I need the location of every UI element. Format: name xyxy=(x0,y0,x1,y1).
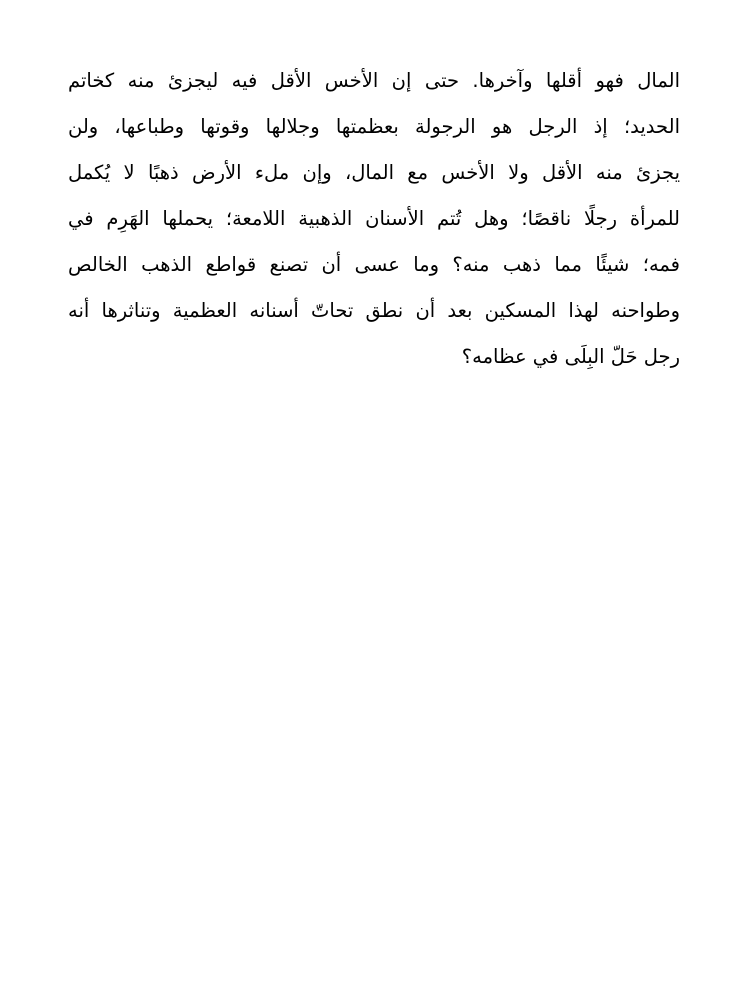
text-line-6: وطواحنه لهذا المسكين بعد أن نطق تحاتّ أسنانه العظمية وتناثرها أنه xyxy=(68,299,680,322)
body-text xyxy=(68,58,680,380)
text-line-5: فمه؛ شيئًا مما ذهب منه؟ وما عسى أن تصنع قواطع الذهب الخالص xyxy=(68,253,680,276)
text-line-7: رجل حَلّ البِلَى في عظامه؟ xyxy=(461,345,680,368)
text-line-1: المال فهو أقلها وآخرها. حتى إن الأخس الأقل فيه ليجزئ منه كخاتم xyxy=(68,69,680,92)
text-line-2: الحديد؛ إذ الرجل هو الرجولة بعظمتها وجلالها وقوتها وطباعها، ولن xyxy=(68,115,680,138)
text-line-3: يجزئ منه الأقل ولا الأخس مع المال، وإن ملء الأرض ذهبًا لا يُكمل xyxy=(68,161,680,184)
text-line-4: للمرأة رجلًا ناقصًا؛ وهل تُتم الأسنان الذهبية اللامعة؛ يحملها الهَرِم في xyxy=(68,207,680,230)
